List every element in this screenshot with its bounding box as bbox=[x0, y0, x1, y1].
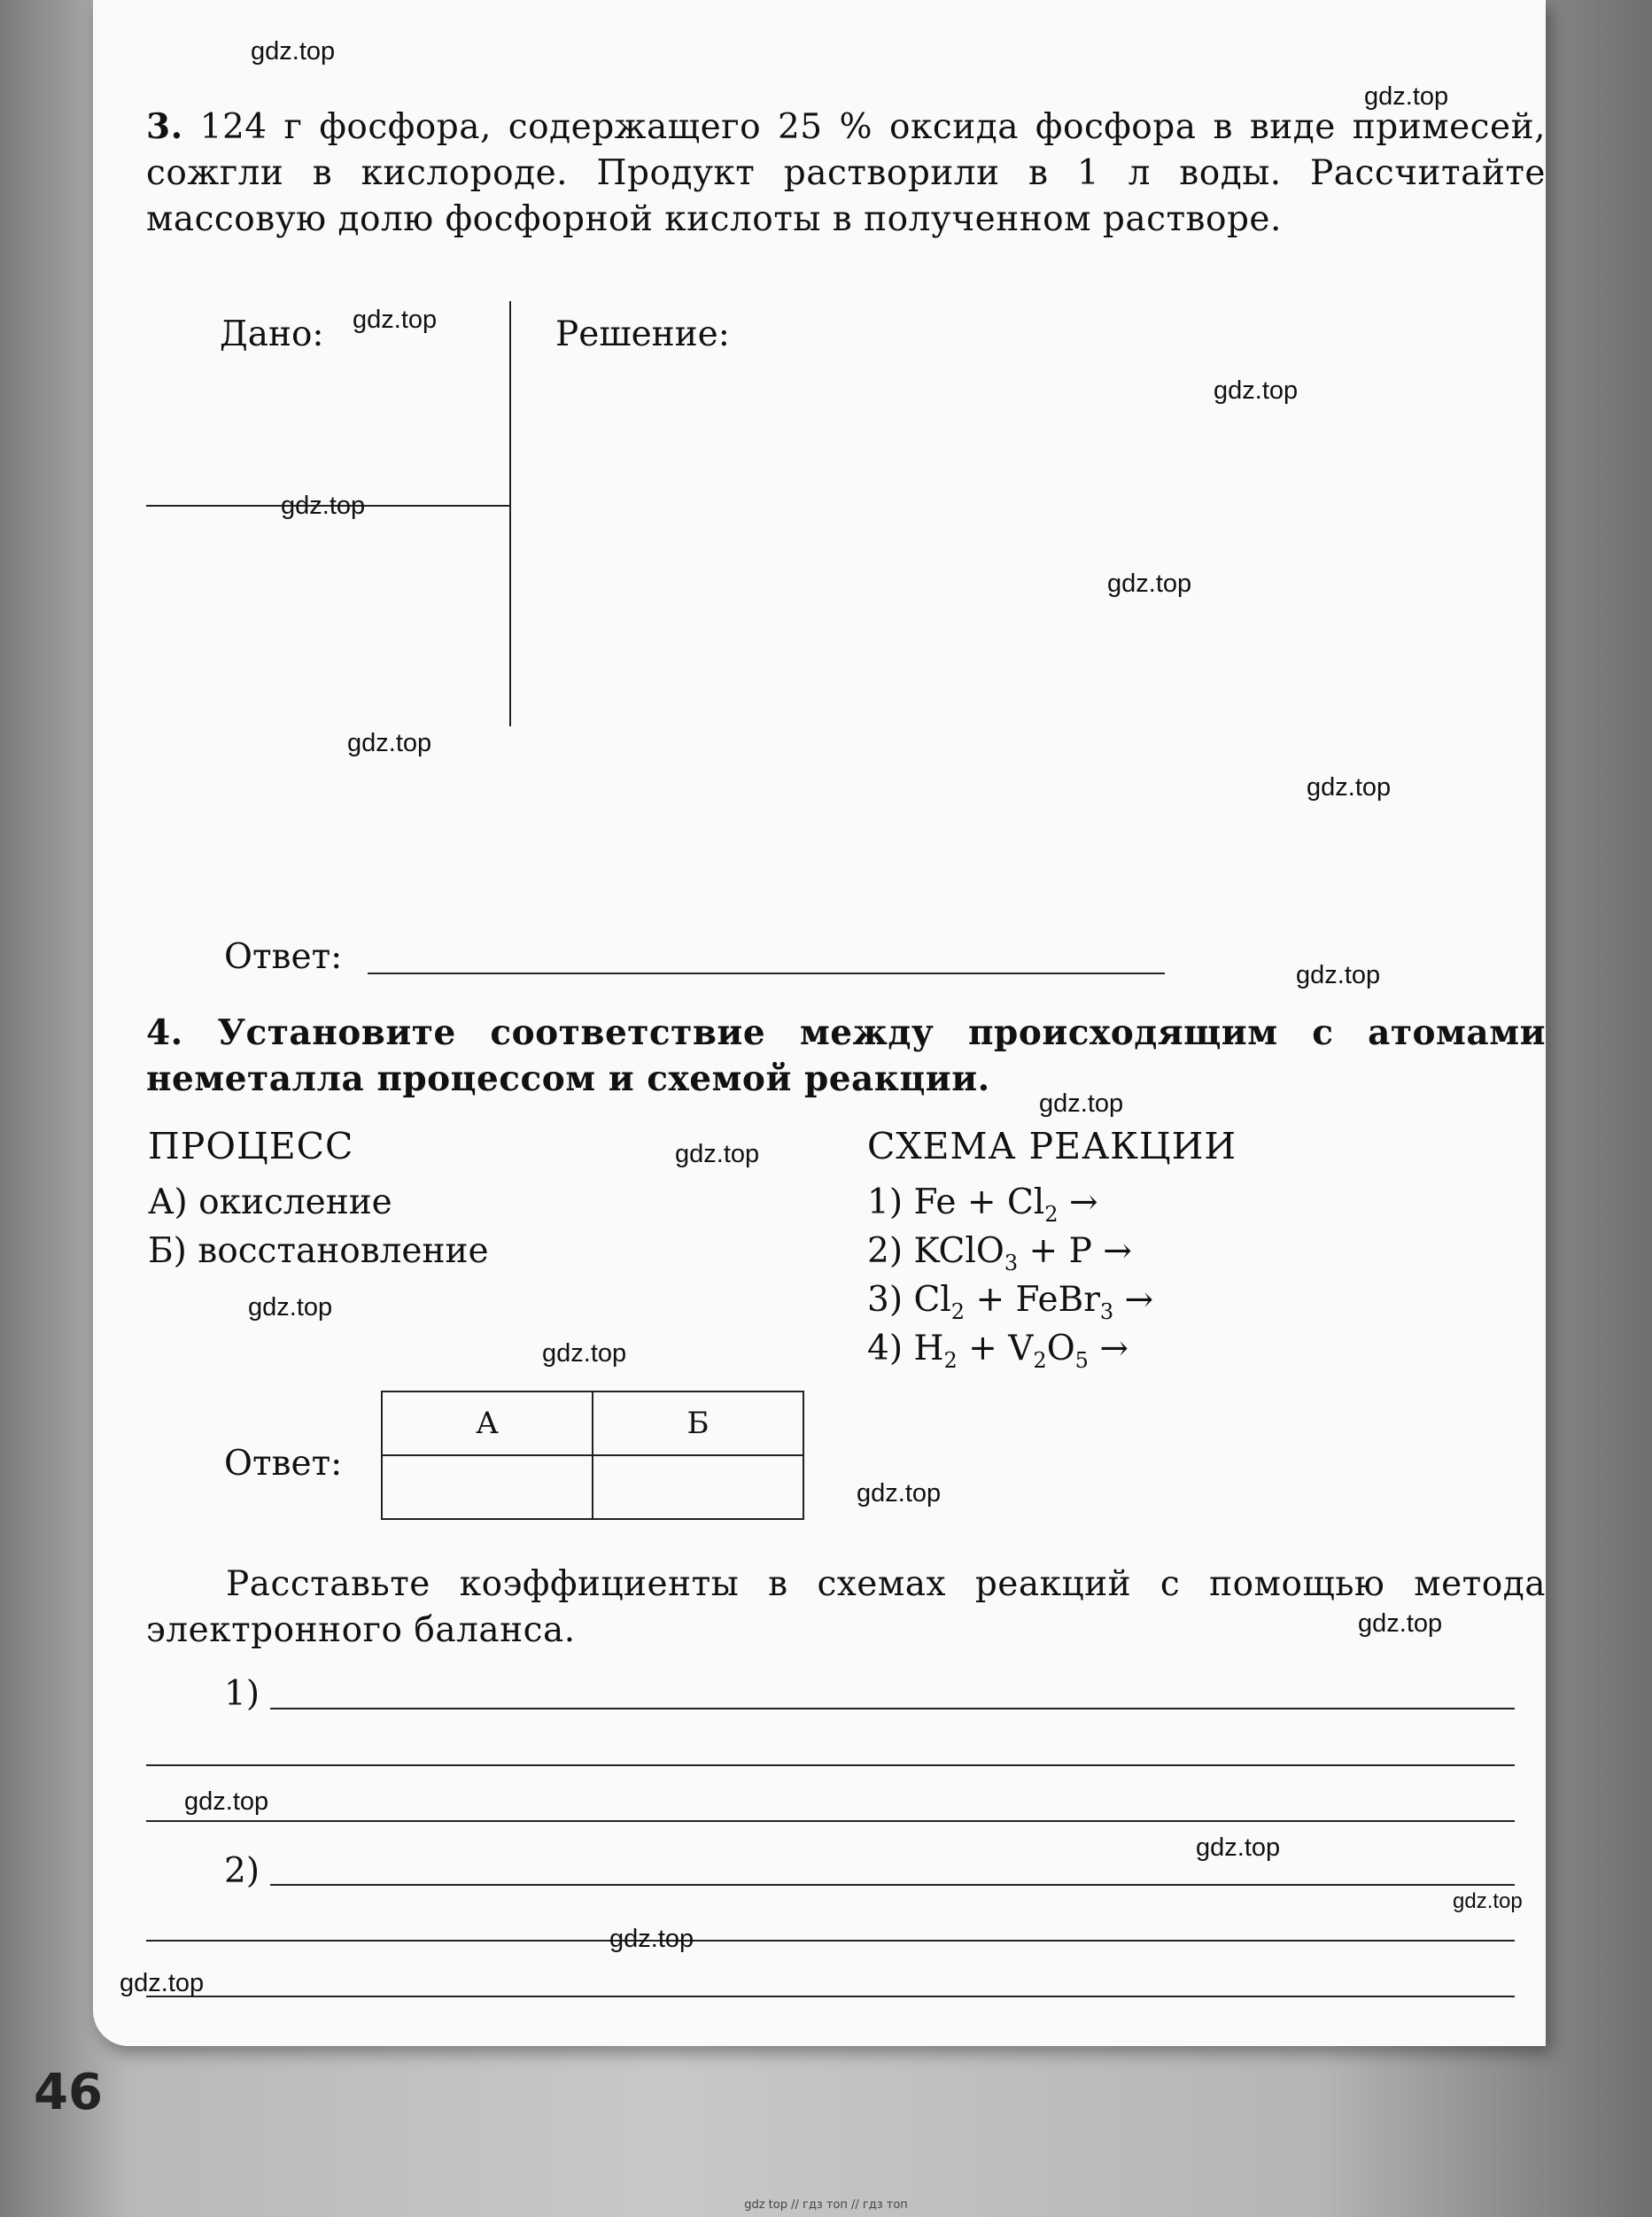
answer-header-a: А bbox=[382, 1391, 593, 1455]
watermark: gdz.top bbox=[1196, 1833, 1281, 1862]
watermark: gdz.top bbox=[251, 37, 336, 66]
scheme-heading: СХЕМА РЕАКЦИИ bbox=[867, 1125, 1237, 1167]
answer-cell-a[interactable] bbox=[382, 1455, 593, 1519]
answer-table bbox=[381, 1391, 804, 1520]
watermark: gdz.top bbox=[248, 1293, 333, 1322]
watermark: gdz.top bbox=[609, 1925, 694, 1953]
task4-body: Установите соответствие между происходящим с атомами неметалла процессом и схемой реакции. bbox=[146, 1012, 1547, 1099]
page-number: 46 bbox=[34, 2064, 103, 2121]
watermark: gdz.top bbox=[1039, 1089, 1124, 1118]
item2-line-1[interactable] bbox=[270, 1884, 1515, 1886]
task3-number: 3. bbox=[146, 106, 183, 147]
answer-cell-b[interactable] bbox=[593, 1455, 803, 1519]
item2-label: 2) bbox=[224, 1851, 260, 1891]
process-reduction: Б) восстановление bbox=[148, 1231, 489, 1271]
task3-text bbox=[146, 104, 1546, 243]
solution-label: Решение: bbox=[555, 314, 730, 354]
watermark: gdz.top bbox=[1214, 376, 1299, 405]
item2-line-3[interactable] bbox=[146, 1996, 1515, 1997]
scheme-3: 3) $Cl_2$ + FeBr$_3$ → bbox=[867, 1280, 1154, 1324]
watermark: gdz.top bbox=[1453, 1889, 1523, 1913]
task5-text bbox=[146, 1562, 1546, 1654]
watermark: gdz.top bbox=[120, 1969, 205, 1997]
watermark: gdz.top bbox=[353, 306, 438, 334]
task4-number: 4. bbox=[146, 1012, 183, 1053]
watermark: gdz.top bbox=[857, 1479, 942, 1508]
process-heading: ПРОЦЕСС bbox=[148, 1125, 354, 1167]
process-oxidation: А) окисление bbox=[148, 1182, 392, 1222]
item1-line-2[interactable] bbox=[146, 1764, 1515, 1766]
task3-body: 124 г фосфора, содержащего 25 % оксида фосфора в виде примесей, сожгли в кислороде. Продукт растворили в 1 л воды. Рассчитайте массовую долю фосфорной кислоты в полученном растворе. bbox=[146, 107, 1546, 239]
scheme-4: 4) $H_2 + V_2O_5$ → bbox=[867, 1329, 1129, 1373]
watermark: gdz.top bbox=[1296, 961, 1381, 989]
watermark: gdz.top bbox=[1107, 570, 1192, 598]
answer-header-b: Б bbox=[593, 1391, 803, 1455]
item1-line-3[interactable] bbox=[146, 1820, 1515, 1822]
watermark: gdz.top bbox=[542, 1339, 627, 1368]
item2-line-2[interactable] bbox=[146, 1940, 1515, 1942]
item1-label: 1) bbox=[224, 1674, 260, 1714]
task3-answer-line bbox=[368, 973, 1165, 974]
task4-answer-label: Ответ: bbox=[224, 1444, 343, 1484]
watermark: gdz.top bbox=[1364, 82, 1449, 111]
scheme-1: 1) $Fe + Cl_2$ → bbox=[867, 1182, 1098, 1227]
task5-body: Расставьте коэффициенты в схемах реакций с помощью метода электронного баланса. bbox=[146, 1564, 1546, 1650]
watermark: gdz.top bbox=[184, 1787, 269, 1816]
watermark: gdz.top bbox=[347, 729, 432, 757]
watermark: gdz.top bbox=[1358, 1609, 1443, 1638]
bottom-caption: gdz top // гдз топ // гдз топ bbox=[744, 2198, 908, 2212]
task3-answer-label: Ответ: bbox=[224, 937, 343, 977]
scheme-2: 2) KClO$_3$ + P → bbox=[867, 1231, 1132, 1275]
workbook-page bbox=[93, 0, 1546, 2046]
solution-divider bbox=[509, 301, 511, 726]
watermark: gdz.top bbox=[675, 1140, 760, 1168]
watermark: gdz.top bbox=[281, 492, 366, 520]
given-label: Дано: bbox=[220, 314, 324, 354]
watermark: gdz.top bbox=[1307, 773, 1392, 802]
task4-text bbox=[146, 1010, 1546, 1102]
item1-line-1[interactable] bbox=[270, 1708, 1515, 1709]
